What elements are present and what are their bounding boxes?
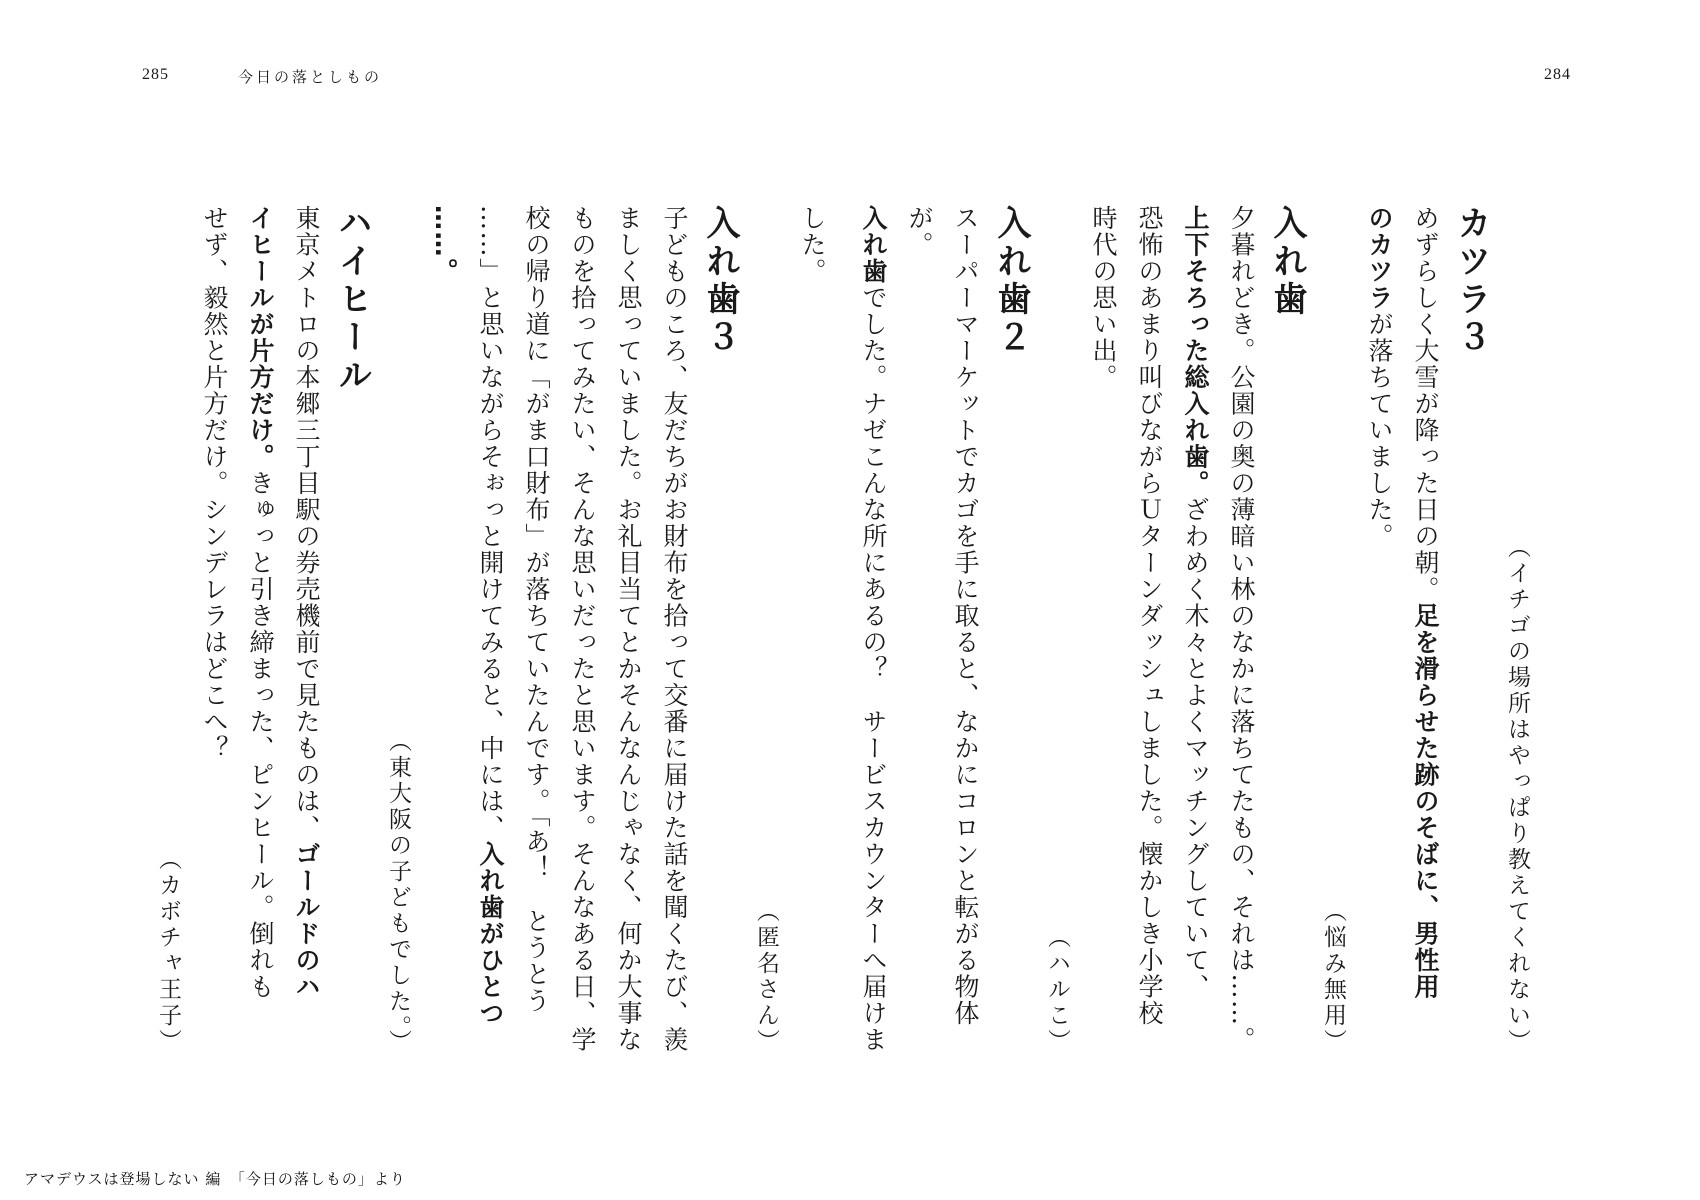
entry-line: した。 (798, 205, 827, 285)
page-number-right: 284 (1544, 66, 1571, 83)
entry-line: イヒールが片方だけ。きゅっと引き締まった、ピンヒール。倒れも (246, 205, 275, 1000)
entry-line: 時代の思い出。 (1089, 205, 1118, 391)
entry-credit: （東大阪の子どもでした。） (385, 728, 411, 1055)
entry-line: スーパーマーケットでカゴを手に取ると、なかにコロンと転がる物体が。 (905, 205, 980, 1027)
page-number-left: 285 (142, 66, 169, 83)
entry-credit: （イチゴの場所はやっぱり教えてくれない） (1504, 535, 1530, 1055)
entry-line: のカツラが落ちていました。 (1365, 205, 1394, 550)
entry-title: 入れ歯２ (991, 205, 1031, 357)
running-title: 今日の落としもの (238, 68, 383, 86)
entry-line: 上下そろった総入れ歯。ざわめく木々とよくマッチングしていて、 (1181, 205, 1210, 1000)
entry-credit: （カボチャ王子） (155, 847, 181, 1055)
entry-line: ……。 (430, 205, 459, 285)
entry-credit: （ハルこ） (1044, 925, 1070, 1055)
entry-line: ……」と思いながらそぉっと開けてみると、中には、入れ歯がひとつ (476, 205, 505, 1027)
left-page-text (155, 205, 835, 1055)
entry-line: ものを拾ってみたい、そんな思いだったと思います。そんなある日、学 (568, 205, 597, 1053)
entry-line: 恐怖のあまり叫びながらＵターンダッシュしました。懐かしき小学校 (1135, 205, 1164, 1027)
right-page-text (859, 205, 1540, 1055)
entry-line: せず、毅然と片方だけ。シンデレラはどこへ？ (200, 205, 229, 762)
entry-line: ましく思っていました。お礼目当てとかそんなんじゃなく、何か大事な (614, 205, 643, 1053)
entry-title: 入れ歯 (1267, 205, 1307, 319)
source-citation: アマデウスは登場しない 編 「今日の落しもの」より (24, 1170, 406, 1188)
entry-line: 夕暮れどき。公園の奥の薄暗い林のなかに落ちてたもの、それは……。 (1227, 205, 1256, 1053)
entry-credit: （匿名さん） (753, 899, 779, 1055)
entry-title: ハイヒール (332, 205, 372, 395)
entry-line: 入れ歯でした。ナゼこんな所にあるの？ サービスカウンターへ届けま (859, 205, 888, 1053)
entry-line: 校の帰り道に「がま口財布」が落ちていたんです。「あ！ とうとう (522, 205, 551, 1014)
entry-line: 子どものころ、友だちがお財布を拾って交番に届けた話を聞くたび、羨 (660, 205, 689, 1053)
entry-title: 入れ歯３ (700, 205, 740, 357)
entry-line: めずらしく大雪が降った日の朝。足を滑らせた跡のそばに、男性用 (1411, 205, 1440, 1000)
entry-line: 東京メトロの本郷三丁目駅の券売機前で見たものは、ゴールドのハ (292, 205, 321, 1000)
entry-title: カツラ３ (1451, 205, 1491, 357)
entry-credit: （悩み無用） (1320, 899, 1346, 1055)
